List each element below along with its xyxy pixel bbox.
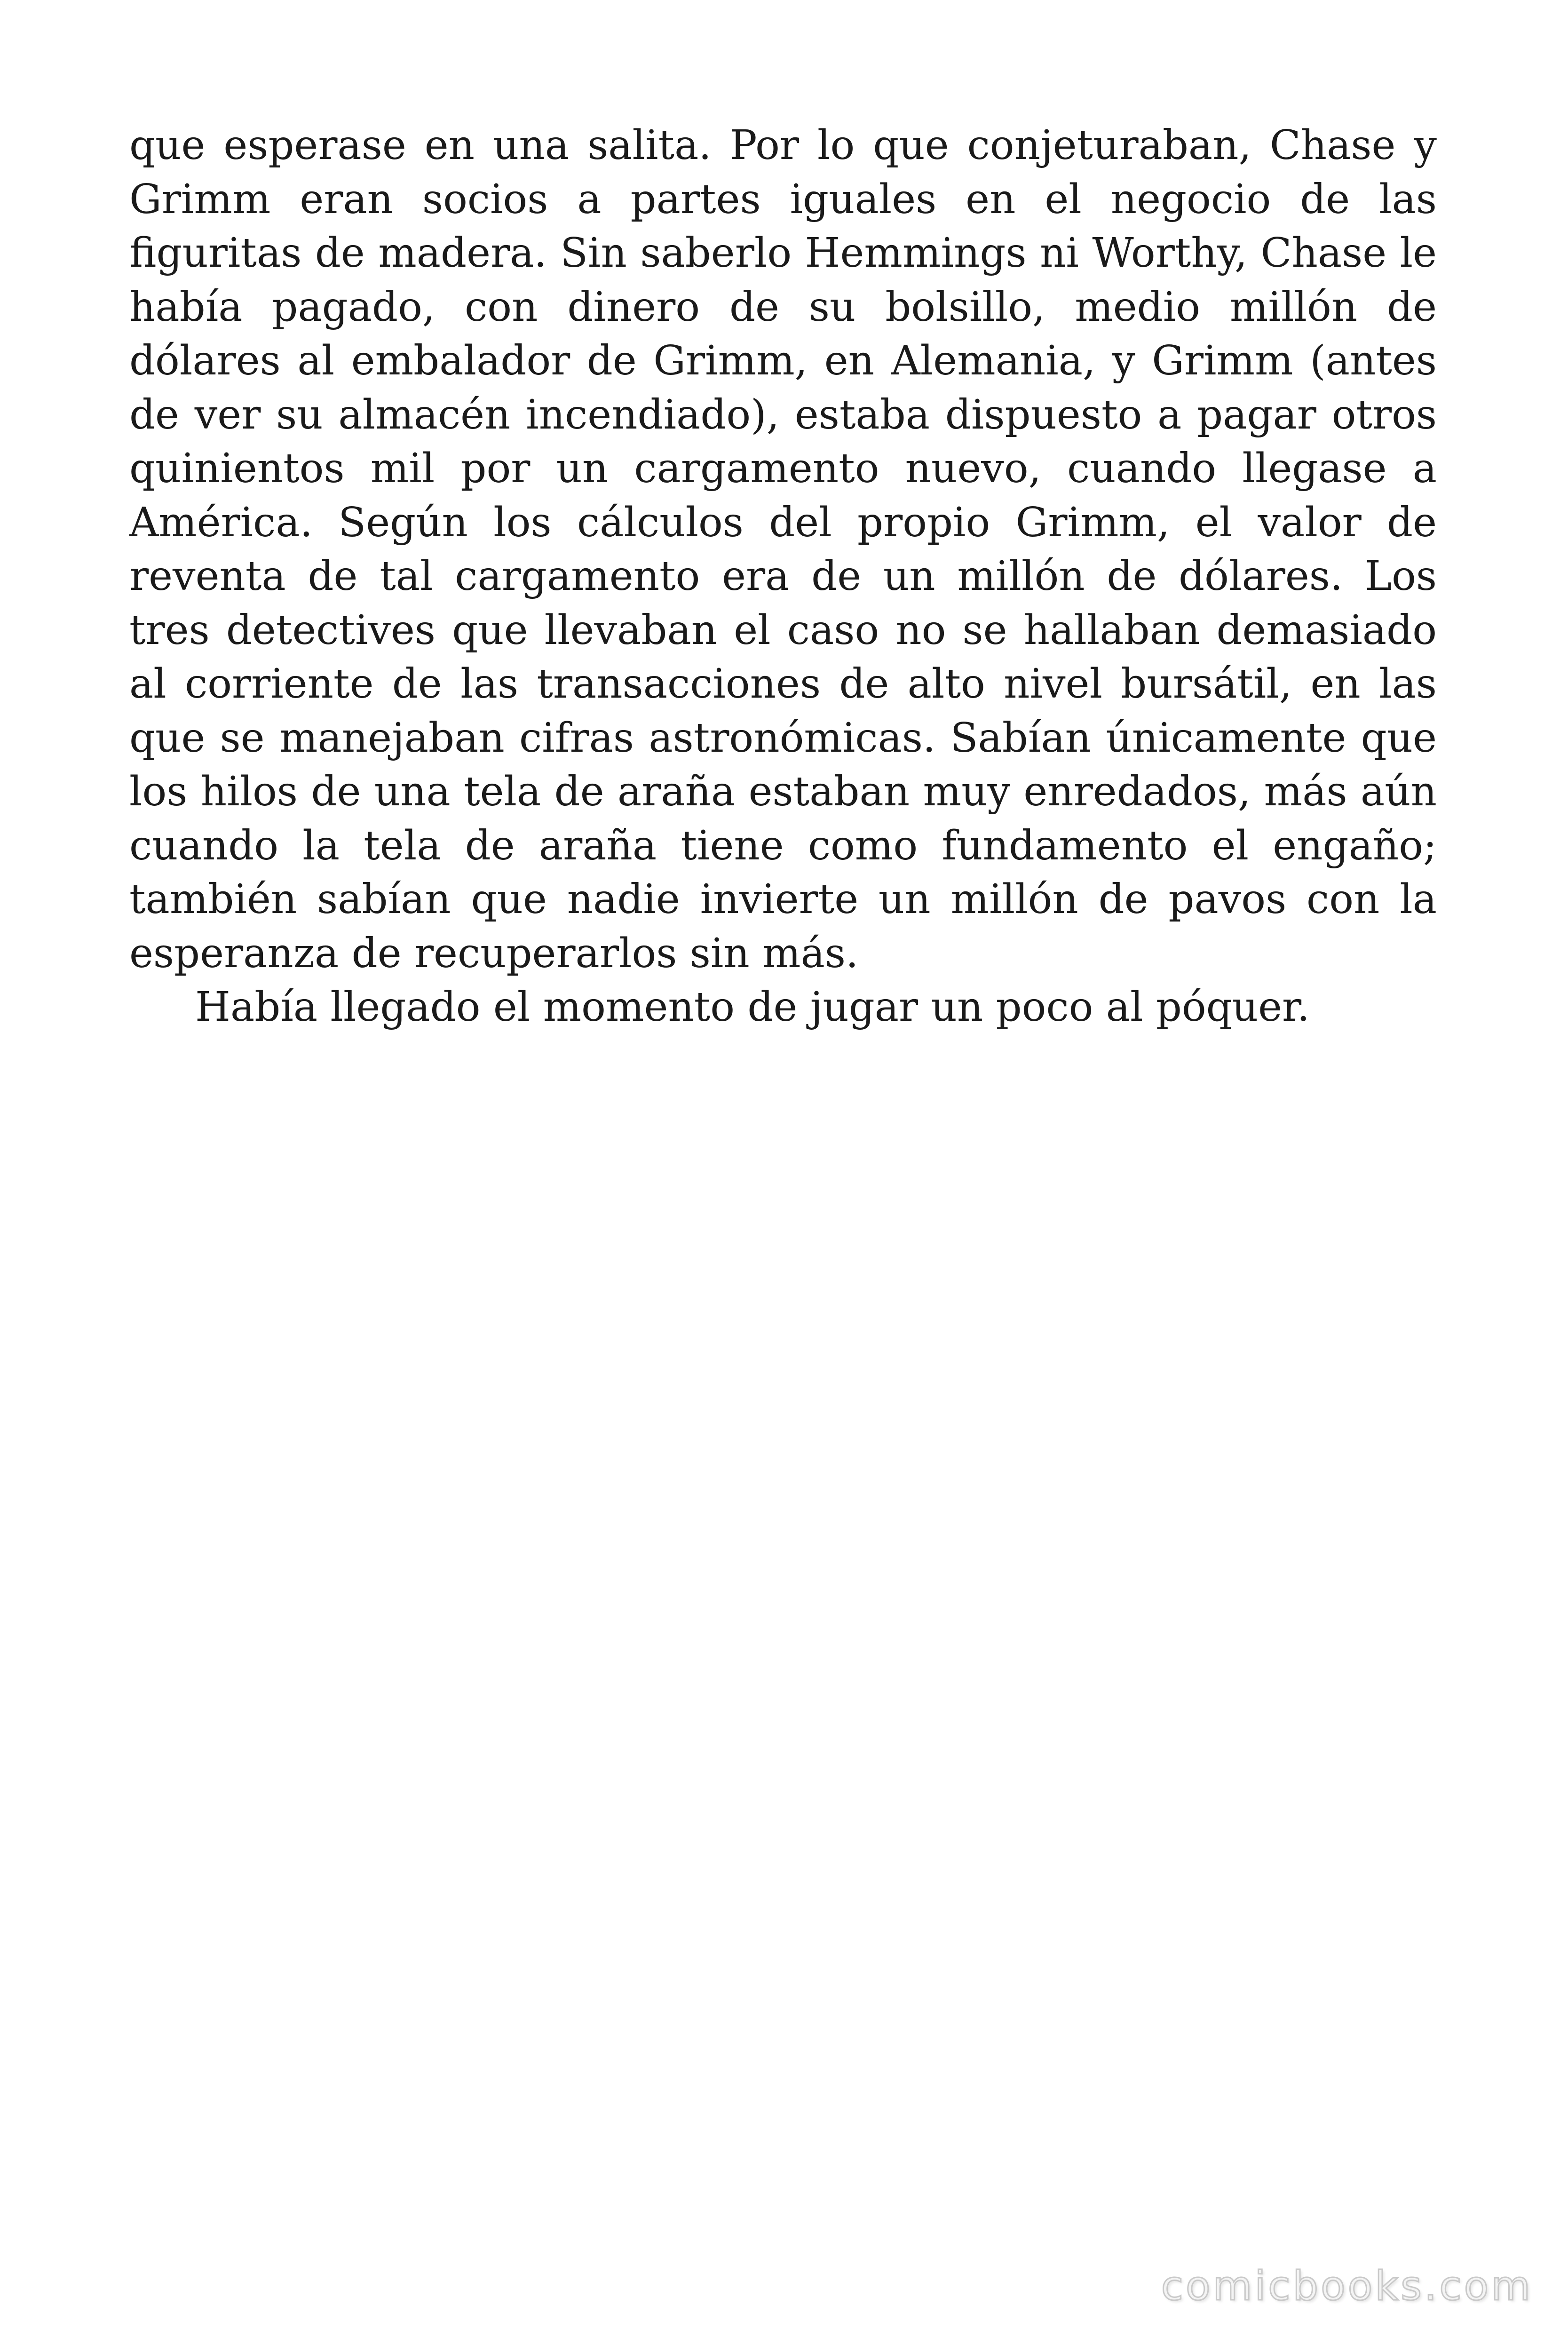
body-text: [129, 119, 1437, 1034]
paragraph-continuation: que esperase en una salita. Por lo que conjeturaban, Chase y Grimm eran socios a partes iguales en el negocio de las figuritas de madera. Sin saberlo Hemmings ni Worthy, Chase le había pagado, con dinero de su bolsillo, medio millón de dólares al embalador de Grimm, en Alemania, y Grimm (antes de ver su almacén incendiado), estaba dispuesto a pagar otros quinientos mil por un cargamento nuevo, cuando llegase a América. Según los cálculos del propio Grimm, el valor de reventa de tal cargamento era de un millón de dólares. Los tres detectives que llevaban el caso no se hallaban demasiado al corriente de las transacciones de alto nivel bursátil, en las que se manejaban cifras astronómicas. Sabían únicamente que los hilos de una tela de araña estaban muy enredados, más aún cuando la tela de araña tiene como fundamento el engaño; también sabían que nadie invierte un millón de pavos con la esperanza de recuperarlos sin más.: [129, 122, 1437, 977]
paragraph-poker: Había llegado el momento de jugar un poco al póquer.: [195, 984, 1310, 1031]
watermark: comicbooks.com: [1161, 2263, 1533, 2310]
